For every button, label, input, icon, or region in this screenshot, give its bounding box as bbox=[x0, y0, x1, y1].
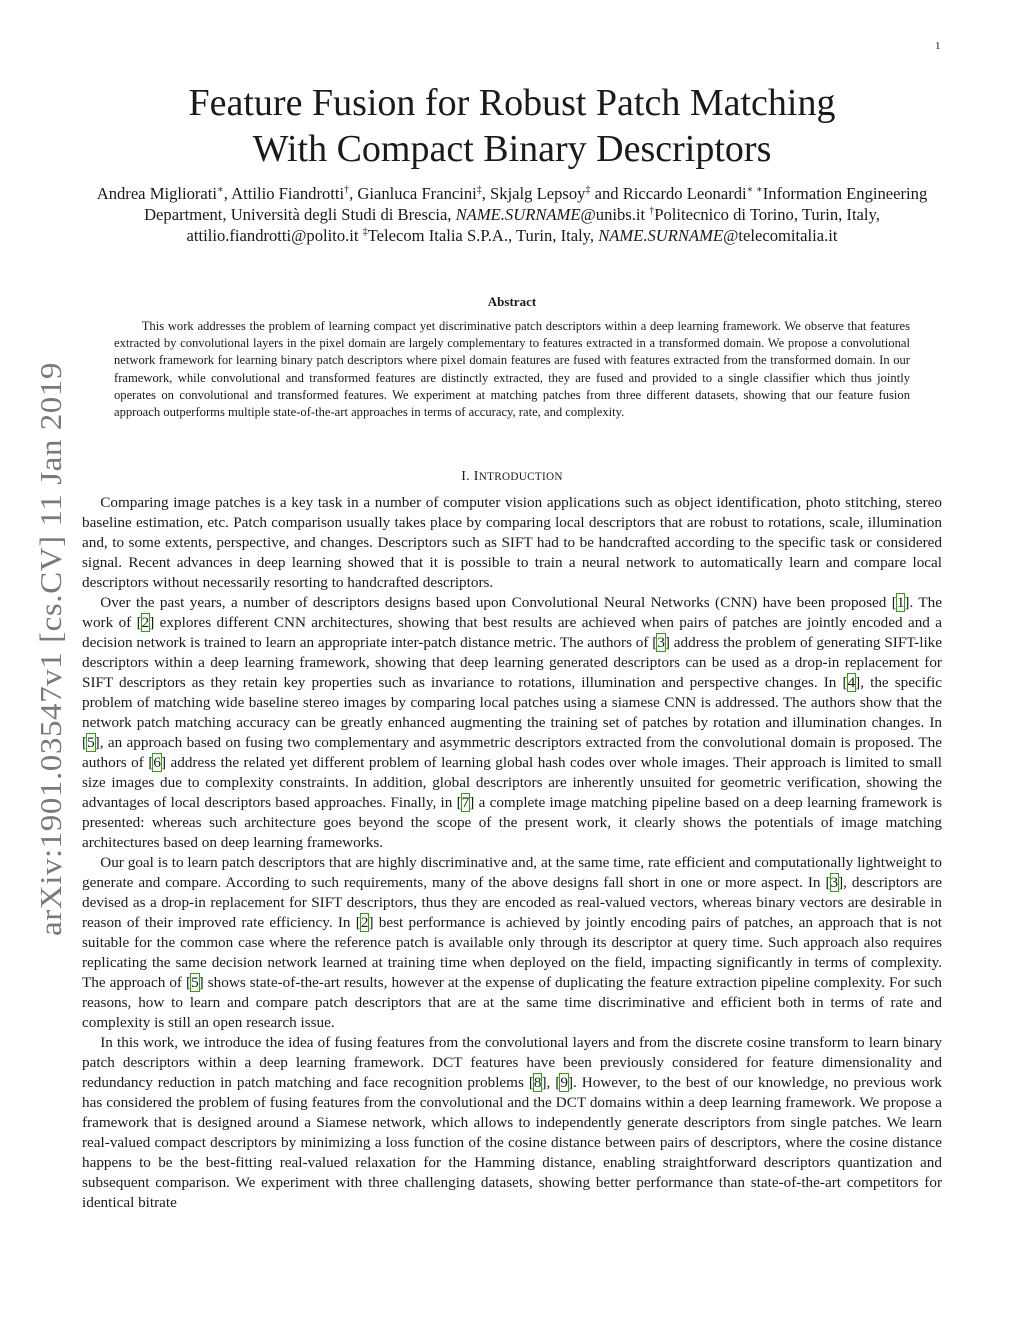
text-run: , bbox=[546, 1074, 556, 1091]
introduction-body bbox=[82, 493, 942, 1213]
text-run: explores different CNN architectures, showing that best results are achieved when pairs of patches are jointly encoded and a decision network is trained to learn an appropriate inter-patch distance metric. The authors of bbox=[82, 614, 942, 651]
author-name: Andrea Migliorati bbox=[96, 184, 217, 203]
citation-link[interactable]: [2] bbox=[355, 914, 374, 931]
abstract-body bbox=[114, 318, 910, 421]
author-name: , Skjalg Lepsoy bbox=[481, 184, 586, 203]
affiliation-mark: ‡ bbox=[476, 184, 482, 196]
citation-number: 3 bbox=[830, 874, 839, 891]
affiliation-text: @telecomitalia.it bbox=[723, 226, 838, 245]
citation-number: 1 bbox=[896, 594, 905, 611]
section-heading-introduction bbox=[80, 469, 944, 485]
citation-link[interactable]: [7] bbox=[456, 794, 475, 811]
text-run: a complete image matching pipeline based on a deep learning framework is presented: whereas such architecture goes beyond the scope of the present work, it clearly shows the potentials of image matching architectures based on deep learning frameworks. bbox=[82, 794, 942, 851]
text-run: Over the past years, a number of descriptors designs based upon Convolutional Neural Networks (CNN) have been proposed bbox=[100, 594, 892, 611]
citation-link[interactable]: [3] bbox=[652, 634, 670, 651]
text-run: . The work of bbox=[82, 594, 943, 631]
abstract-paragraph: This work addresses the problem of learning compact yet discriminative patch descriptors within a deep learning framework. We observe that features extracted by convolutional layers in the pixel domain are largely complementary to features extracted in a transformed domain. We propose a convolutional network framework for learning binary patch descriptors where pixel domain features are fused with features extracted from the transformed domain. In our framework, while convolutional and transformed features are distinctly extracted, they are fused and provided to a single classifier which thus jointly operates on convolutional and transformed features. We experiment at matching patches from three different datasets, showing that our feature fusion approach outperforms multiple state-of-the-art approaches in terms of accuracy, rate, and complexity. bbox=[114, 319, 910, 420]
affiliation-text: Telecom Italia S.P.A., Turin, Italy, bbox=[367, 226, 599, 245]
title-line-1: Feature Fusion for Robust Patch Matching bbox=[188, 82, 836, 124]
text-run: In this work, we introduce the idea of fusing features from the convolutional layers and from the discrete cosine transform to learn binary patch descriptors within a deep learning framework. DCT features have been previously considered for feature dimensionality and redundancy reduction in patch matching and face recognition problems bbox=[82, 1034, 942, 1091]
affiliation-text: Information Engineering Department, Università degli Studi di Brescia, bbox=[144, 184, 928, 224]
citation-number: 2 bbox=[360, 914, 369, 931]
author-name: , Gianluca Francini bbox=[349, 184, 477, 203]
affiliation-mark: ∗ bbox=[217, 184, 224, 196]
title-line-2: With Compact Binary Descriptors bbox=[252, 128, 772, 170]
citation-number: 2 bbox=[141, 614, 150, 631]
text-run: address the related yet different problem of learning global hash codes over whole images. Their approach is limited to small size images due to complexity constraints. In addition, global descriptors are inherently unsuited for geometric verification, showing the advantages of local descriptors based approaches. Finally, in bbox=[82, 754, 942, 811]
affiliation-text: @unibs.it bbox=[580, 205, 650, 224]
text-run: Our goal is to learn patch descriptors that are highly discriminative and, at the same time, rate efficient and computationally lightweight to generate and compare. According to such requirements, many of the above designs fall short in one or more aspect. In bbox=[82, 854, 942, 891]
author-name: and Riccardo Leonardi bbox=[590, 184, 747, 203]
section-title-rest: NTRODUCTION bbox=[478, 471, 563, 483]
affiliation-mark: ‡ bbox=[362, 226, 368, 238]
affiliation-text: Politecnico di Torino, Turin, Italy, attilio.fiandrotti@polito.it bbox=[186, 205, 880, 245]
affiliation-mark: † bbox=[649, 205, 655, 217]
citation-link[interactable]: [6] bbox=[148, 754, 167, 771]
email-placeholder: NAME.SURNAME bbox=[455, 205, 581, 224]
affiliation-mark: ‡ bbox=[585, 184, 591, 196]
text-run: . However, to the best of our knowledge, no previous work has considered the problem of fusing features from the convolutional and the DCT domains within a deep learning framework. We propose a framework that is designed around a Siamese network, which allows to independently generate descriptors from single patches. We learn real-valued compact descriptors by minimizing a loss function of the cosine distance between pairs of descriptors, where the cosine distance happens to be the best-fitting real-valued relaxation for the Hamming distance, enabling straightforward descriptors quantization and subsequent comparison. We experiment with three challenging datasets, showing better performance than state-of-the-art competitors for identical bitrate bbox=[82, 1074, 942, 1211]
text-run: , the specific problem of matching wide baseline stereo images by comparing local patches using a siamese CNN is addressed. The authors show that the network patch matching accuracy can be greatly enhanced augmenting the training set of patches by rotation and illumination changes. In bbox=[82, 674, 942, 731]
paper-title bbox=[80, 80, 944, 172]
author-name: , Attilio Fiandrotti bbox=[223, 184, 345, 203]
citation-number: 5 bbox=[191, 974, 199, 991]
section-number: I. bbox=[461, 469, 474, 484]
citation-link[interactable]: [1] bbox=[891, 594, 910, 611]
author-block bbox=[82, 183, 942, 246]
citation-number: 7 bbox=[461, 794, 470, 811]
page-number: 1 bbox=[935, 40, 941, 52]
text-run: , an approach based on fusing two complementary and asymmetric descriptors extracted from the convolutional domain is proposed. The authors of bbox=[82, 734, 942, 771]
citation-link[interactable]: [5] bbox=[82, 734, 100, 751]
citation-number: 3 bbox=[657, 634, 665, 651]
citation-link[interactable]: [8] bbox=[528, 1074, 547, 1091]
abstract-heading: Abstract bbox=[487, 294, 537, 309]
text-run: address the problem of generating SIFT-like descriptors within a deep learning framework, showing that deep learning generated descriptors can be used as a drop-in replacement for SIFT descriptors as they retain key properties such as invariance to rotations, illumination and perspective changes. In bbox=[82, 634, 942, 691]
intro-paragraph-2 bbox=[82, 593, 942, 853]
section-title-initial: I bbox=[473, 469, 479, 484]
text-run: best performance is achieved by jointly encoding pairs of patches, an approach that is not suitable for the common case where the reference patch is available only through its descriptor at query time. Such approach also requires replicating the same decision network learned at training time when deployed on the field, impacting significantly in terms of complexity. The approach of bbox=[82, 914, 943, 991]
citation-number: 8 bbox=[533, 1074, 542, 1091]
intro-paragraph-3 bbox=[82, 853, 942, 1033]
citation-link[interactable]: [9] bbox=[555, 1074, 574, 1091]
text-run: , descriptors are devised as a drop-in replacement for SIFT descriptors, thus they are encoded as real-valued vectors, whereas binary vectors are desirable in reason of their improved rate efficiency. In bbox=[82, 874, 942, 931]
citation-number: 6 bbox=[153, 754, 161, 771]
affiliation-mark: † bbox=[344, 184, 350, 196]
arxiv-identifier-stamp bbox=[30, 360, 70, 940]
citation-number: 9 bbox=[560, 1074, 568, 1091]
citation-number: 5 bbox=[87, 734, 95, 751]
citation-number: 4 bbox=[847, 674, 856, 691]
intro-paragraph-4 bbox=[82, 1033, 942, 1213]
email-placeholder: NAME.SURNAME bbox=[598, 226, 724, 245]
affiliation-mark: ∗ bbox=[746, 184, 754, 196]
intro-paragraph-1: Comparing image patches is a key task in a number of computer vision applications such as object identification, photo stitching, stereo baseline estimation, etc. Patch comparison usually takes place by comparing local descriptors that are robust to rotations, scale, illumination and, to some extents, perspective, and changes. Descriptors such as SIFT had to be handcrafted according to the specific task or considered signal. Recent advances in deep learning showed that it is possible to train a neural network to automatically learn and compare local descriptors without necessarily resorting to handcrafted descriptors. bbox=[82, 494, 942, 591]
arxiv-identifier-text: arXiv:1901.03547v1 [cs.CV] 11 Jan 2019 bbox=[33, 398, 68, 936]
citation-link[interactable]: [2] bbox=[136, 614, 155, 631]
affiliation-mark: ∗ bbox=[753, 184, 763, 196]
text-run: shows state-of-the-art results, however at the expense of duplicating the feature extraction pipeline complexity. For such reasons, how to learn and compare patch descriptors that are at the same time discriminative and efficient both in terms of rate and complexity is still an open research issue. bbox=[82, 974, 942, 1031]
citation-link[interactable]: [3] bbox=[825, 874, 844, 891]
citation-link[interactable]: [5] bbox=[186, 974, 204, 991]
citation-link[interactable]: [4] bbox=[842, 674, 861, 691]
